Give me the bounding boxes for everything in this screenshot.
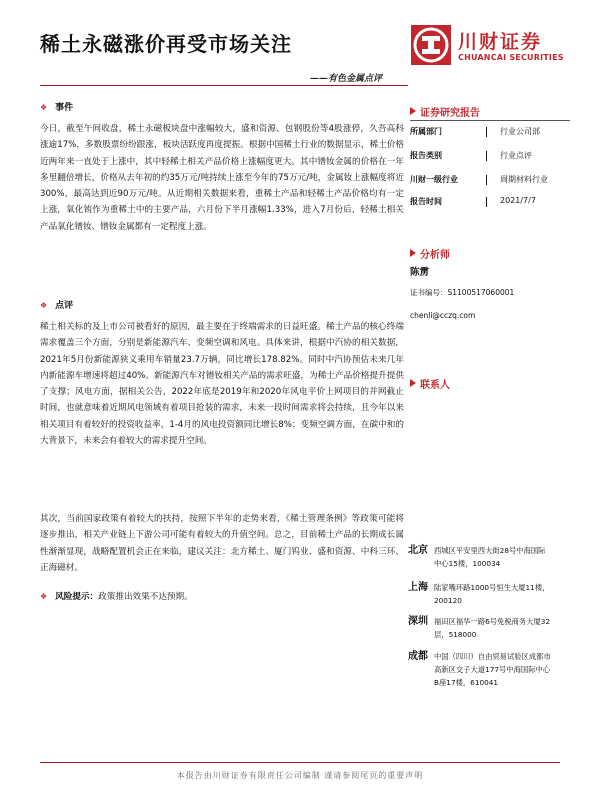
- footer-disclaimer: 本报告由川财证券有限责任公司编制 谨请参阅尾页的重要声明: [176, 771, 424, 780]
- meta-separator: [486, 197, 487, 207]
- address-text: 福田区福华一路6号免税商务大厦32层，518000: [434, 617, 551, 639]
- address-city: 上海: [408, 582, 428, 593]
- triangle-marker-icon: [410, 107, 416, 115]
- diamond-bullet-icon: ❖: [40, 103, 48, 112]
- address-text: 中国（四川）自由贸易试验区成都市高新区交子大道177号中海国际中心B座17楼，610041: [434, 652, 551, 687]
- event-paragraph: 今日，截至午间收盘，稀土永磁板块盘中涨幅较大，盛和资源、包钢股份等4股涨停，久吾高科涨逾17%，多数股票纷纷跟涨，板块活跃度再度提振。根据中国稀土行业的数据显示，稀土价格近两年来一直处于上涨中，其中轻稀土相关产品价格上涨幅度更大。其中镨钕金属的价格在一年多里翻倍增长，价格从去年初的约35万元/吨持续上涨至今年的75万元/吨，金属钕上涨幅度将近300%，最高达到近90万元/吨。从近期相关数据来看，重稀土产品和轻稀土产品价格均有一定上涨，氧化铕作为重稀土中的主要产品，六月份下半月涨幅1.33%，进入7月份后，轻稀土相关产品氧化镨钕、镨钕金属都有一定程度上涨。: [40, 124, 404, 232]
- meta-separator: [486, 175, 487, 185]
- report-subtitle: ——有色金属点评: [309, 74, 382, 84]
- meta-value: 行业公司部: [500, 127, 540, 136]
- report-info-heading: 证券研究报告: [410, 104, 480, 119]
- address-text: 西城区平安里西大街28号中海国际中心15楼，100034: [434, 546, 546, 568]
- logo-text-en: CHUANCAI SECURITIES: [458, 53, 564, 62]
- meta-separator: [486, 151, 487, 161]
- header-divider: [40, 85, 408, 86]
- comment-paragraph-1: 稀土相关标的及上市公司被看好的原因，最主要在于终端需求的日益旺盛。稀土产品的核心终端需求覆盖三个方面，分别是新能源汽车、变频空调和风电。具体来讲，根据中汽协的相关数据，2021年5月份新能源狭义乘用车销量23.7万辆，同比增长178.82%。同时中汽协预估未来几年内新能源车增速将超过40%。新能源汽车对镨钕相关产品的需求旺盛，为稀土产品价格提升提供了支撑；风电方面，据相关公告，2022年底是2019年和2020年风电平价上网项目的并网截止时间，也就意味着近期风电领域有着项目抢装的需求，未来一段时间需求将会持续，且今年以来相关项目有着较好的投资收益率，1-4月的风电投资额同比增长8%；变频空调方面，在碳中和的大背景下，未来会有着较大的需求提升空间。: [40, 322, 404, 447]
- address-city: 北京: [408, 545, 428, 556]
- report-title: 稀土永磁涨价再受市场关注: [40, 32, 292, 56]
- footer-divider: [40, 762, 560, 763]
- analyst-email: chenli@cczq.com: [410, 311, 476, 320]
- triangle-marker-icon: [410, 379, 416, 387]
- cert-label: 证书编号：: [410, 288, 448, 297]
- triangle-marker-icon: [410, 249, 416, 257]
- meta-key: 川财一级行业: [410, 175, 458, 184]
- address-city: 成都: [408, 651, 428, 662]
- comment-paragraph-2: 其次，当前国家政策有着较大的扶持，按照下半年的走势来看，《稀土管理条例》等政策可能将逐步推出，相关产业链上下游公司可能有着较大的升值空间。总之，目前稀土产品的长期成长属性渐渐显现，战略配置机会正在来临，建议关注：北方稀土、厦门钨业、盛和资源、中科三环、正海磁材。: [40, 514, 404, 573]
- meta-value: 行业点评: [500, 151, 532, 160]
- meta-value: 2021/7/7: [500, 196, 536, 205]
- meta-value: 周期材料行业: [500, 175, 548, 184]
- diamond-bullet-icon: ❖: [40, 301, 48, 310]
- logo-text-cn: 川财证券: [458, 31, 543, 53]
- address-city: 深圳: [408, 616, 428, 627]
- analyst-heading: 分析师: [410, 246, 450, 261]
- event-heading: ❖ 事件: [40, 103, 74, 113]
- sidebar-divider: [410, 120, 570, 121]
- diamond-bullet-icon: ❖: [40, 592, 48, 601]
- analyst-name: 陈雳: [410, 267, 430, 278]
- meta-separator: [486, 127, 487, 137]
- comment-heading: ❖ 点评: [40, 301, 74, 311]
- contact-heading: 联系人: [410, 376, 450, 391]
- cert-value: S1100517060001: [447, 288, 515, 297]
- company-logo: [410, 24, 570, 68]
- logo-emblem-icon: [410, 24, 452, 66]
- meta-key: 报告时间: [410, 197, 442, 206]
- risk-note: ❖ 风险提示：政策推出效果不达预期。: [40, 592, 193, 602]
- address-text: 陆家嘴环路1000号恒生大厦11楼，200120: [434, 583, 550, 605]
- meta-key: 所属部门: [410, 127, 442, 136]
- certificate-number: [410, 287, 514, 298]
- meta-key: 报告类别: [410, 151, 442, 160]
